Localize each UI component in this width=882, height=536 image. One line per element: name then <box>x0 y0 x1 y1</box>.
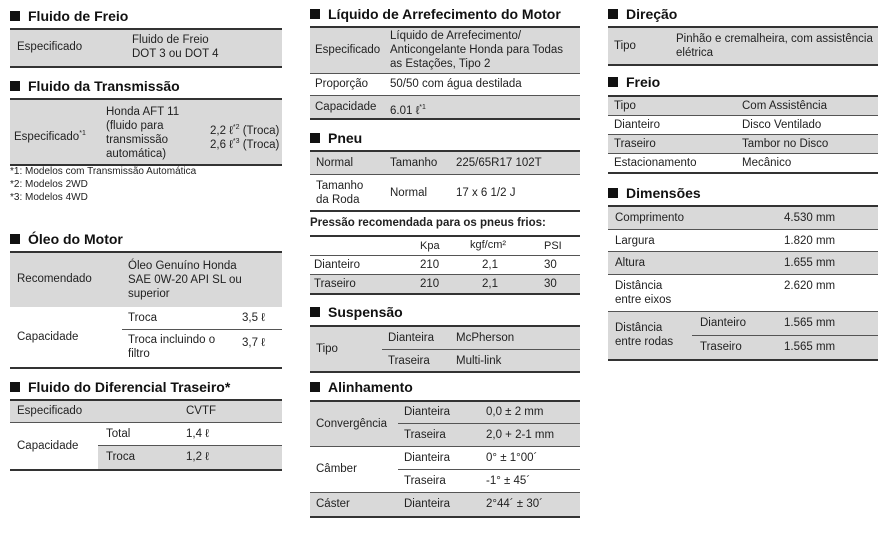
row-value: 225/65R17 102T <box>456 157 542 169</box>
column-header: Kpa <box>420 240 440 252</box>
sub-row-value: 2,0 + 2-1 mm <box>486 429 555 441</box>
row-value: 6.01 ℓ$^{*1}$ <box>390 104 426 117</box>
bullet-square-icon <box>310 307 320 317</box>
sub-row <box>398 470 580 492</box>
row-value: 17 x 6 1/2 J <box>456 187 516 199</box>
column-header: kgf/cm² <box>470 239 507 251</box>
row-label-line-1: Distância <box>615 322 663 334</box>
table-row <box>310 152 580 175</box>
row-label: Dianteiro <box>614 119 661 131</box>
section-dimensions <box>608 183 878 203</box>
sub-row-label: Dianteira <box>404 406 451 418</box>
fluid-line-4: automática) <box>106 148 167 160</box>
row-label: Proporção <box>315 78 369 90</box>
sub-row-label: Dianteira <box>404 498 451 510</box>
sub-row <box>692 336 878 359</box>
row-label: Altura <box>615 257 646 269</box>
row-label-line-1: Tamanho <box>316 180 364 192</box>
row-value: 50/50 com água destilada <box>390 78 522 90</box>
sub-row-value: Multi-link <box>456 355 502 367</box>
table-row <box>608 97 878 116</box>
coolant-line-1: Líquido de Arrefecimento/ <box>390 30 522 42</box>
table-row <box>608 116 878 135</box>
row-value: 4.530 mm <box>784 212 836 224</box>
bullet-square-icon <box>608 77 618 87</box>
row-label: Especificado <box>17 41 83 53</box>
row-value-line-2: DOT 3 ou DOT 4 <box>132 48 219 60</box>
sub-row <box>382 350 580 371</box>
bullet-square-icon <box>310 133 320 143</box>
sub-row-label: Troca <box>128 312 157 324</box>
row-label-line-1: Distância <box>615 280 663 292</box>
row-label: Comprimento <box>615 212 685 224</box>
sub-row <box>692 312 878 336</box>
section-title: Freio <box>626 74 661 90</box>
bullet-square-icon <box>310 382 320 392</box>
bullet-square-icon <box>608 9 618 19</box>
table-row <box>608 312 878 359</box>
table-row <box>310 493 580 516</box>
row-label: Tipo <box>614 40 636 52</box>
oil-line-3: superior <box>128 288 170 300</box>
section-title: Líquido de Arrefecimento do Motor <box>328 6 561 22</box>
row-label: Capacidade <box>17 440 79 452</box>
steering-table <box>608 26 878 66</box>
section-brakes <box>608 72 878 92</box>
sub-row-label: Traseira <box>404 429 446 441</box>
section-header <box>10 6 282 26</box>
table-row <box>608 230 878 252</box>
alignment-table <box>310 400 580 518</box>
bullet-square-icon <box>10 382 20 392</box>
sub-row-value: 0° ± 1°00´ <box>486 452 538 464</box>
table-row <box>10 401 282 423</box>
row-value: CVTF <box>186 405 217 417</box>
table-row <box>310 175 580 210</box>
capacity-2wd: 2,2 ℓ$^{*2}$ (Troca) <box>210 124 280 137</box>
section-header <box>10 229 282 249</box>
row-value: Com Assistência <box>742 100 828 112</box>
dimensions-table <box>608 205 878 361</box>
table-row <box>608 252 878 275</box>
section-title: Dimensões <box>626 185 701 201</box>
row-value-line-1: Pinhão e cremalheira, com assistência <box>676 33 873 45</box>
footnote: *3: Modelos 4WD <box>10 192 88 203</box>
section-engine-oil <box>10 229 282 249</box>
table-row <box>310 28 580 74</box>
row-label: Recomendado <box>17 273 92 285</box>
section-suspension <box>310 302 580 322</box>
sub-row-value: McPherson <box>456 332 515 344</box>
row-value: Mecânico <box>742 157 792 169</box>
section-title: Fluido do Diferencial Traseiro* <box>28 379 231 395</box>
table-row <box>608 135 878 154</box>
row-value: 1.820 mm <box>784 235 836 247</box>
sub-row-label: Traseiro <box>700 341 742 353</box>
sub-row <box>398 447 580 470</box>
sub-row-label: Total <box>106 428 131 440</box>
sub-row <box>398 424 580 446</box>
table-row <box>310 275 580 293</box>
row-label: Traseiro <box>614 138 656 150</box>
cell-psi: 30 <box>544 259 557 271</box>
section-tire <box>310 128 580 148</box>
sub-row-value: 0,0 ± 2 mm <box>486 406 544 418</box>
table-row <box>10 30 282 66</box>
column-header: PSI <box>544 240 562 252</box>
section-header <box>10 76 282 96</box>
cell-kgf: 2,1 <box>482 278 498 290</box>
row-label: Especificado <box>315 44 381 56</box>
row-value: 2.620 mm <box>784 280 836 292</box>
suspension-table <box>310 325 580 373</box>
sub-row-label: Dianteiro <box>700 317 747 329</box>
row-sublabel: Tamanho <box>390 157 438 169</box>
bullet-square-icon <box>608 188 618 198</box>
section-alignment <box>310 377 580 397</box>
cell-kpa: 210 <box>420 259 440 271</box>
bullet-square-icon <box>10 81 20 91</box>
row-label: Traseiro <box>314 278 356 290</box>
tire-size-table <box>310 150 580 212</box>
cell-psi: 30 <box>544 278 557 290</box>
row-label: Convergência <box>316 418 387 430</box>
row-value: 1.655 mm <box>784 257 836 269</box>
row-label: Especificado <box>17 405 83 417</box>
bullet-square-icon <box>10 234 20 244</box>
section-steering <box>608 4 878 24</box>
section-header <box>310 4 580 24</box>
sub-row <box>98 423 282 446</box>
row-label: Tipo <box>614 100 636 112</box>
section-header <box>310 128 580 148</box>
section-header <box>608 72 878 92</box>
table-row <box>310 74 580 96</box>
row-label: Normal <box>316 157 354 169</box>
section-title: Suspensão <box>328 304 403 320</box>
row-label-line-2: entre eixos <box>615 294 672 306</box>
coolant-line-3: as Estações, Tipo 2 <box>390 58 491 70</box>
section-title: Óleo do Motor <box>28 231 123 247</box>
row-value: Disco Ventilado <box>742 119 822 131</box>
sub-row <box>398 402 580 424</box>
bullet-square-icon <box>310 9 320 19</box>
tire-pressure-table <box>310 235 580 295</box>
row-label: Tipo <box>316 343 338 355</box>
row-label: Capacidade <box>315 101 377 113</box>
section-coolant <box>310 4 580 24</box>
table-row <box>10 307 282 367</box>
table-row <box>10 253 282 307</box>
fluid-line-2: (fluido para <box>106 120 164 132</box>
section-title: Alinhamento <box>328 379 413 395</box>
section-rear-differential-fluid <box>10 377 282 397</box>
row-label: Dianteiro <box>314 259 361 271</box>
sub-row-label: Troca <box>106 451 135 463</box>
row-label-line-2: da Roda <box>316 194 360 206</box>
sub-row-value: 1.565 mm <box>784 341 836 353</box>
table-row <box>10 100 282 164</box>
table-row <box>10 423 282 469</box>
section-title: Fluido da Transmissão <box>28 78 180 94</box>
tire-pressure-title: Pressão recomendada para os pneus frios: <box>310 217 546 229</box>
row-label: Câmber <box>316 463 357 475</box>
section-header <box>10 377 282 397</box>
transmission-fluid-table <box>10 98 282 166</box>
table-row <box>310 96 580 118</box>
section-transmission-fluid <box>10 76 282 96</box>
row-sublabel: Normal <box>390 187 428 199</box>
row-label: Cáster <box>316 498 350 510</box>
sub-row-label: Traseira <box>388 355 430 367</box>
fluid-line-1: Honda AFT 11 <box>106 106 180 118</box>
footnote: *1: Modelos com Transmissão Automática <box>10 166 197 177</box>
row-value-line-2: elétrica <box>676 47 714 59</box>
sub-row-label: Dianteira <box>404 452 451 464</box>
sub-row <box>98 446 282 469</box>
sub-row-label-line-2: filtro <box>128 348 150 360</box>
table-row <box>310 256 580 275</box>
table-row <box>310 447 580 493</box>
differential-fluid-table <box>10 399 282 471</box>
section-header <box>608 4 878 24</box>
section-title: Direção <box>626 6 678 22</box>
table-header-row <box>310 237 580 256</box>
section-title: Fluido de Freio <box>28 8 129 24</box>
sub-row-value: 1,4 ℓ <box>186 428 209 440</box>
section-header <box>310 302 580 322</box>
section-brake-fluid <box>10 6 282 26</box>
sub-row-value: -1° ± 45´ <box>486 475 531 487</box>
sub-row-label-line-1: Troca incluindo o <box>128 334 216 346</box>
row-label: Capacidade <box>17 331 79 343</box>
section-header <box>608 183 878 203</box>
sub-row <box>382 327 580 350</box>
row-label: Estacionamento <box>614 157 697 169</box>
row-value: Tambor no Disco <box>742 138 829 150</box>
brakes-table <box>608 95 878 173</box>
capacity-4wd: 2,6 ℓ$^{*3}$ (Troca) <box>210 138 280 151</box>
sub-row-label: Traseira <box>404 475 446 487</box>
row-value-line-1: Fluido de Freio <box>132 34 209 46</box>
table-row <box>608 207 878 230</box>
cell-kgf: 2,1 <box>482 259 498 271</box>
sub-row <box>122 307 282 330</box>
table-row <box>310 402 580 447</box>
sub-row-label: Dianteira <box>388 332 435 344</box>
sub-row-value: 2°44´ ± 30´ <box>486 498 543 510</box>
fluid-line-3: transmissão <box>106 134 168 146</box>
row-label: Largura <box>615 235 655 247</box>
brake-fluid-table <box>10 28 282 68</box>
table-row <box>608 275 878 312</box>
section-title: Pneu <box>328 130 363 146</box>
bullet-square-icon <box>10 11 20 21</box>
sub-row-value: 3,7 ℓ <box>242 337 265 349</box>
cell-kpa: 210 <box>420 278 440 290</box>
oil-line-1: Óleo Genuíno Honda <box>128 260 237 272</box>
footnote: *2: Modelos 2WD <box>10 179 88 190</box>
engine-oil-table <box>10 251 282 369</box>
row-label-line-2: entre rodas <box>615 336 674 348</box>
sub-row-value: 1.565 mm <box>784 317 836 329</box>
coolant-table <box>310 26 580 120</box>
row-label: Especificado$^{*1}$ <box>14 130 86 143</box>
coolant-line-2: Anticongelante Honda para Todas <box>390 44 564 56</box>
sub-row-value: 3,5 ℓ <box>242 312 265 324</box>
oil-line-2: SAE 0W-20 API SL ou <box>128 274 242 286</box>
section-header <box>310 377 580 397</box>
sub-row-value: 1,2 ℓ <box>186 451 209 463</box>
table-row <box>608 154 878 174</box>
